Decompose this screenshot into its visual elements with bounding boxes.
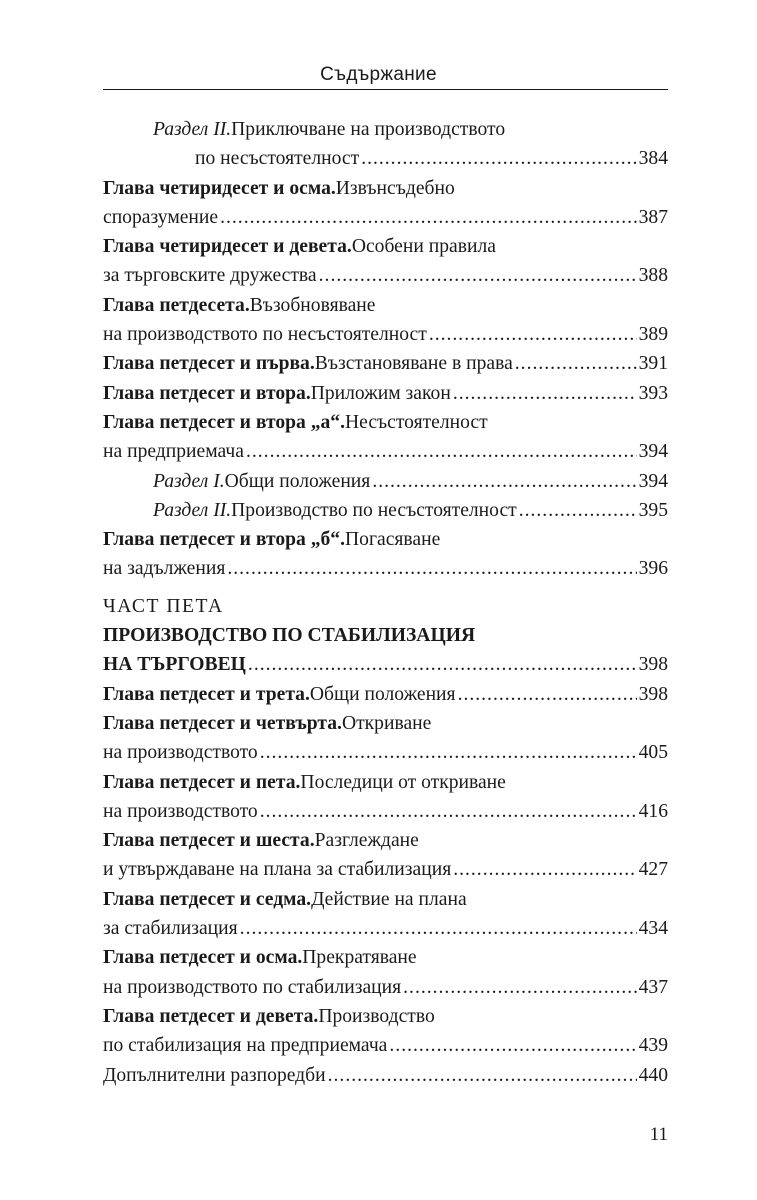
entry-title-cont: на предприемача — [103, 441, 244, 463]
dot-leader — [246, 437, 637, 466]
entry-label: Глава петдесет и втора. — [103, 382, 311, 404]
entry-title: Възобновяване — [249, 294, 376, 316]
toc-entry[interactable] — [103, 291, 668, 320]
entry-label: Глава петдесета. — [103, 294, 250, 316]
toc-entry-continuation[interactable] — [103, 320, 668, 349]
dot-leader — [260, 797, 637, 826]
toc-entry[interactable] — [103, 232, 668, 261]
entry-title: Последици от откриване — [300, 771, 506, 793]
page-ref: 437 — [638, 976, 668, 998]
entry-title-cont: на производството по стабилизация — [103, 976, 402, 998]
entry-title: Действие на плана — [311, 888, 467, 910]
page-number: 11 — [649, 1124, 668, 1145]
page-ref: 389 — [638, 324, 668, 346]
page-ref: 394 — [638, 441, 668, 463]
entry-label: Глава петдесет и първа. — [103, 353, 315, 375]
running-header: Съдържание — [320, 64, 437, 85]
dot-leader — [519, 496, 637, 525]
entry-title: Общи положения — [224, 470, 371, 492]
dot-leader — [220, 203, 637, 232]
entry-title: Приключване на производството — [231, 119, 506, 140]
entry-label: Глава петдесет и шеста. — [103, 830, 315, 852]
part-title-continuation[interactable] — [103, 650, 668, 679]
entry-label: Глава петдесет и втора „б“. — [103, 529, 346, 551]
entry-label: Глава петдесет и осма. — [103, 947, 303, 969]
entry-title-cont: на производството по несъстоятелност — [103, 324, 427, 346]
entry-title: Прекратяване — [302, 947, 417, 969]
dot-leader — [515, 349, 637, 378]
entry-title-cont: на производството — [103, 800, 258, 822]
entry-label: Раздел I. — [153, 470, 225, 492]
entry-title: Производство по несъстоятелност — [231, 499, 517, 521]
dot-leader — [248, 650, 637, 679]
toc-entry[interactable] — [103, 885, 668, 914]
page-ref: 416 — [638, 800, 668, 822]
toc-entry[interactable] — [103, 174, 668, 203]
toc-entry-continuation[interactable] — [103, 144, 668, 173]
entry-title-cont: по несъстоятелност — [195, 148, 360, 170]
toc-entry-continuation[interactable] — [103, 1031, 668, 1060]
table-of-contents — [103, 115, 668, 1090]
entry-label: Глава петдесет и трета. — [103, 683, 310, 705]
entry-title: Извънсъдебно — [335, 177, 455, 199]
toc-entry-continuation[interactable] — [103, 855, 668, 884]
page-ref: 427 — [638, 859, 668, 881]
dot-leader — [227, 554, 636, 583]
page-ref: 440 — [638, 1064, 668, 1086]
page-ref: 398 — [638, 654, 668, 676]
part-label — [103, 592, 668, 621]
toc-entry-continuation[interactable] — [103, 797, 668, 826]
page-ref: 398 — [638, 683, 668, 705]
entry-title: Възстановяване в права — [314, 353, 513, 375]
page-ref: 434 — [638, 918, 668, 940]
page-ref: 439 — [638, 1035, 668, 1057]
dot-leader — [429, 320, 637, 349]
toc-entry[interactable] — [103, 1061, 668, 1090]
entry-title: Допълнителни разпоредби — [103, 1064, 326, 1086]
entry-label: Раздел II. — [153, 499, 232, 521]
entry-label: Глава петдесет и четвърта. — [103, 712, 342, 734]
entry-title-cont: на производството — [103, 742, 258, 764]
toc-entry[interactable] — [103, 1002, 668, 1031]
page-ref: 387 — [638, 206, 668, 228]
part-title-line2: НА ТЪРГОВЕЦ — [103, 654, 246, 676]
header-rule — [103, 89, 668, 90]
entry-label: Раздел II. — [153, 119, 232, 140]
dot-leader — [328, 1061, 637, 1090]
toc-entry[interactable] — [103, 680, 668, 709]
entry-label: Глава петдесет и девета. — [103, 1005, 319, 1027]
toc-entry[interactable] — [103, 525, 668, 554]
entry-title: Приложим закон — [310, 382, 451, 404]
entry-label: Глава четиридесет и осма. — [103, 177, 336, 199]
dot-leader — [240, 914, 637, 943]
entry-title-cont: на задължения — [103, 558, 226, 580]
entry-label: Глава петдесет и седма. — [103, 888, 312, 910]
dot-leader — [260, 738, 637, 767]
entry-label: Глава четиридесет и девета. — [103, 236, 352, 258]
page-ref: 388 — [638, 265, 668, 287]
toc-entry-continuation[interactable] — [103, 203, 668, 232]
entry-title: Откриване — [341, 712, 432, 734]
dot-leader — [372, 467, 636, 496]
toc-entry-continuation[interactable] — [103, 437, 668, 466]
page-ref: 396 — [638, 558, 668, 580]
dot-leader — [453, 855, 636, 884]
toc-entry[interactable] — [103, 768, 668, 797]
entry-title: Погасяване — [345, 529, 441, 551]
entry-title-cont: и утвърждаване на плана за стабилизация — [103, 859, 452, 881]
section-gap — [103, 584, 668, 592]
toc-entry[interactable] — [103, 349, 668, 378]
dot-leader — [389, 1031, 636, 1060]
toc-entry[interactable] — [103, 467, 668, 496]
entry-title: Производство — [318, 1005, 435, 1027]
entry-title: Общи положения — [309, 683, 456, 705]
toc-entry[interactable] — [103, 115, 668, 144]
page-ref: 395 — [638, 499, 668, 521]
page-ref: 394 — [638, 470, 668, 492]
toc-entry-continuation[interactable] — [103, 554, 668, 583]
toc-entry-continuation[interactable] — [103, 738, 668, 767]
toc-entry[interactable] — [103, 943, 668, 972]
dot-leader — [403, 973, 636, 1002]
dot-leader — [453, 379, 637, 408]
toc-entry[interactable] — [103, 826, 668, 855]
entry-title-cont: споразумение — [103, 206, 219, 228]
toc-entry[interactable] — [103, 408, 668, 437]
entry-label: Глава петдесет и втора „а“. — [103, 411, 346, 433]
toc-entry[interactable] — [103, 709, 668, 738]
dot-leader — [361, 144, 636, 173]
entry-title: Особени правила — [351, 236, 496, 258]
page-ref: 384 — [638, 148, 668, 170]
toc-entry-continuation[interactable] — [103, 261, 668, 290]
part-title[interactable] — [103, 621, 668, 650]
toc-entry-continuation[interactable] — [103, 973, 668, 1002]
page-ref: 393 — [638, 382, 668, 404]
toc-entry[interactable] — [103, 379, 668, 408]
entry-title-cont: по стабилизация на предприемача — [103, 1035, 388, 1057]
toc-entry-continuation[interactable] — [103, 914, 668, 943]
entry-title-cont: за стабилизация — [103, 918, 238, 940]
part-title-line1: ПРОИЗВОДСТВО ПО СТАБИЛИЗАЦИЯ — [103, 625, 476, 647]
entry-title: Разглеждане — [314, 830, 419, 852]
part-number: ЧАСТ ПЕТА — [103, 595, 224, 617]
entry-label: Глава петдесет и пета. — [103, 771, 301, 793]
toc-entry[interactable] — [103, 496, 668, 525]
entry-title-cont: за търговските дружества — [103, 265, 317, 287]
dot-leader — [319, 261, 637, 290]
page-ref: 391 — [638, 353, 668, 375]
dot-leader — [458, 680, 637, 709]
entry-title: Несъстоятелност — [345, 411, 488, 433]
page-ref: 405 — [638, 742, 668, 764]
